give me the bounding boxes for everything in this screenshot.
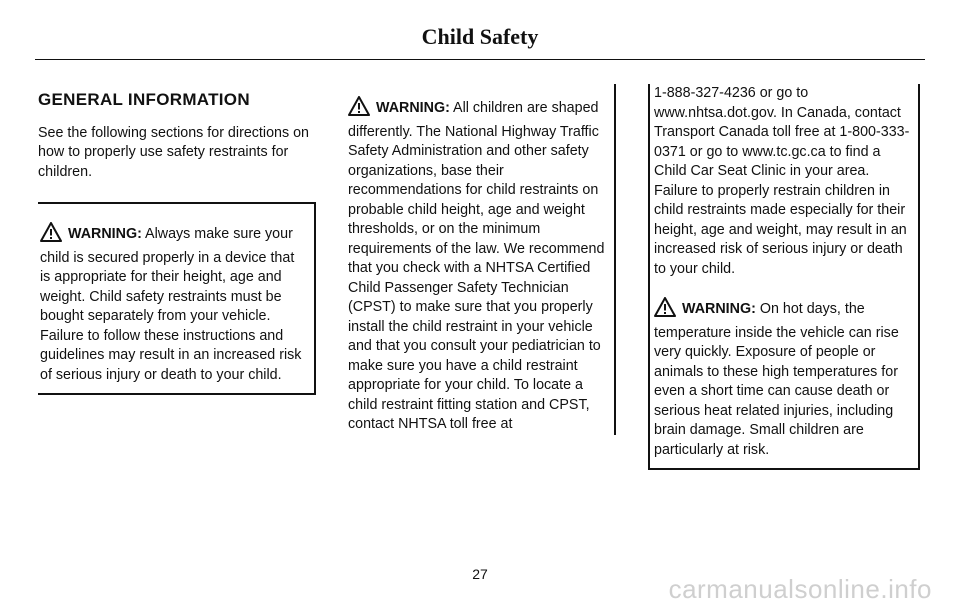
section-heading: GENERAL INFORMATION	[38, 90, 250, 109]
warning-box-2	[348, 84, 616, 435]
warning-box-3	[654, 297, 914, 460]
warning-label: WARNING:	[68, 226, 142, 242]
page-header	[35, 18, 925, 60]
warning-label: WARNING:	[376, 100, 450, 116]
warning-triangle-icon	[40, 222, 62, 249]
watermark: carmanualsonline.info	[668, 574, 932, 604]
column-1	[38, 84, 316, 395]
column-2	[348, 84, 616, 435]
warning-box-continued	[648, 84, 920, 470]
warning-text: Always make sure your child is secured properly in a device that is appropriate for their height, age and weight. Child safety restraints must be bought separately from your vehicle. Failure to follow these instructions and guidelines may result in an increased risk of serious injury or death to your child.	[40, 226, 302, 383]
page-title: Child Safety	[421, 24, 539, 49]
warning-continuation-text: 1-888-327-4236 or go to www.nhtsa.dot.gov. In Canada, contact Transport Canada toll free at 1-800-333-0371 or go to www.tc.gc.ca to find a Child Car Seat Clinic in your area. Failure to properly restrain children in child restraints made especially for their height, age and weight, may result in an increased risk of serious injury or death to your child.	[654, 85, 910, 277]
intro-paragraph: See the following sections for directions on how to properly use safety restraints for children.	[38, 124, 309, 180]
warning-triangle-icon	[654, 297, 676, 324]
warning-text: All children are shaped differently. The National Highway Traffic Safety Administration and other safety organizations, base their recommendations for child restraints on probable child height, age and weight thresholds, or on the minimum requirements of the law. We recommend that you check with a NHTSA Certified Child Passenger Safety Technician (CPST) to make sure that you properly install the child restraint in your vehicle and that you consult your pediatrician to make sure you have a child restraint appropriate for your child. To locate a child restraint fitting station and CPST, contact NHTSA toll free at	[348, 100, 605, 432]
warning-box-1	[38, 202, 316, 395]
page-number: 27	[472, 566, 488, 582]
warning-text: On hot days, the temperature inside the vehicle can rise very quickly. Exposure of people or animals to these high temperatures for even a short time can cause death or serious heat related injuries, including brain damage. Small children are particularly at risk.	[654, 301, 899, 458]
warning-label: WARNING:	[682, 301, 756, 317]
column-3	[648, 84, 920, 470]
warning-triangle-icon	[348, 96, 370, 123]
